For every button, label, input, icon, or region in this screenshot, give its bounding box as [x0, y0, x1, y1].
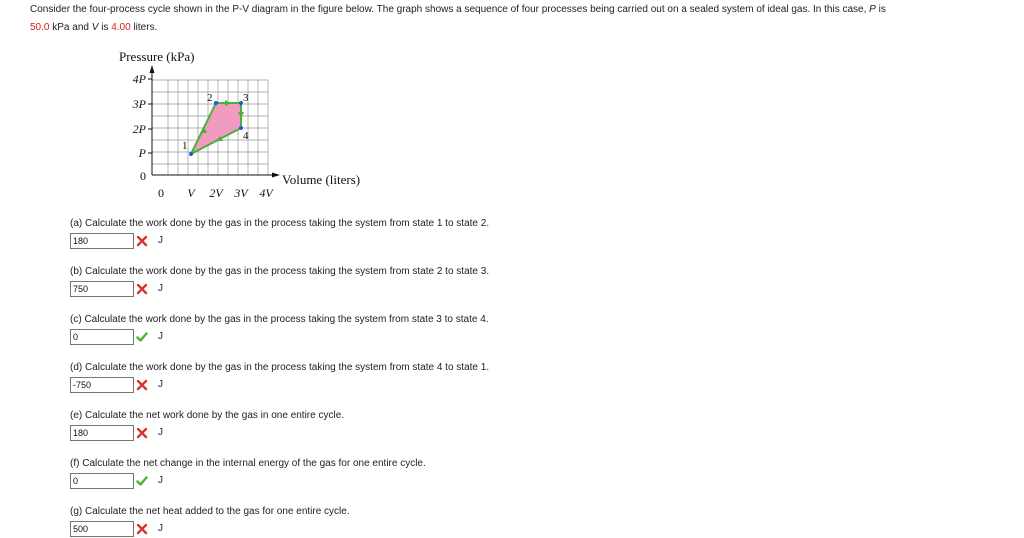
answer-b-input[interactable]: [70, 281, 134, 297]
question-d-text: (d) Calculate the work done by the gas in the process taking the system from state 4 to state 1.: [70, 362, 490, 373]
y-tick-4P: 4P: [132, 72, 146, 86]
x-tick-3V: 3V: [234, 186, 248, 200]
y-tick-P: P: [138, 146, 146, 160]
state-label-4: 4: [243, 130, 249, 142]
unit-f: J: [158, 475, 163, 486]
question-b-text: (b) Calculate the work done by the gas in the process taking the system from state 2 to state 3.: [70, 266, 490, 277]
unit-c: J: [158, 331, 163, 342]
cycle-area: [191, 103, 241, 154]
answer-e-input[interactable]: [70, 425, 134, 441]
question-d: [70, 362, 489, 393]
intro-is: is: [878, 4, 886, 15]
question-g: [70, 506, 350, 537]
question-c-text: (c) Calculate the work done by the gas in the process taking the system from state 3 to state 4.: [70, 314, 489, 325]
question-e-text: (e) Calculate the net work done by the gas in one entire cycle.: [70, 410, 345, 421]
intro-is-2: is: [101, 22, 109, 33]
pv-diagram: [112, 45, 382, 205]
unit-e: J: [158, 427, 163, 438]
question-c: [70, 314, 489, 345]
answer-f-input[interactable]: [70, 473, 134, 489]
incorrect-icon: [136, 523, 148, 535]
x-axis-label: Volume (liters): [282, 172, 361, 187]
y-axis-label: Pressure (kPa): [119, 49, 195, 64]
unit-a: J: [158, 235, 163, 246]
answer-c-input[interactable]: [70, 329, 134, 345]
state-label-1: 1: [182, 140, 188, 152]
answer-d-input[interactable]: [70, 377, 134, 393]
question-a: [70, 218, 489, 249]
pressure-symbol: P: [869, 4, 876, 15]
volume-symbol: V: [91, 22, 99, 33]
problem-intro: [30, 1, 1020, 37]
unit-g: J: [158, 523, 163, 534]
incorrect-icon: [136, 283, 148, 295]
x-tick-0: 0: [158, 186, 164, 200]
incorrect-icon: [136, 235, 148, 247]
pressure-value: 50.0: [30, 22, 50, 33]
y-axis-arrow: [150, 65, 155, 73]
y-tick-3P: 3P: [132, 97, 146, 111]
question-f: [70, 458, 426, 489]
x-axis-arrow: [272, 173, 280, 178]
x-tick-V: V: [187, 186, 195, 200]
correct-icon: [136, 475, 148, 487]
unit-d: J: [158, 379, 163, 390]
incorrect-icon: [136, 427, 148, 439]
incorrect-icon: [136, 379, 148, 391]
y-tick-2P: 2P: [132, 122, 146, 136]
y-tick-0: 0: [140, 169, 146, 183]
question-b: [70, 266, 489, 297]
x-tick-4V: 4V: [259, 186, 273, 200]
question-a-text: (a) Calculate the work done by the gas in the process taking the system from state 1 to state 2.: [70, 218, 490, 229]
x-tick-2V: 2V: [209, 186, 223, 200]
volume-unit: liters.: [133, 22, 158, 33]
question-g-text: (g) Calculate the net heat added to the gas for one entire cycle.: [70, 506, 350, 517]
state-label-2: 2: [207, 92, 213, 104]
question-e: [70, 410, 344, 441]
answer-a-input[interactable]: [70, 233, 134, 249]
correct-icon: [136, 331, 148, 343]
volume-value: 4.00: [111, 22, 131, 33]
intro-text: Consider the four-process cycle shown in the P-V diagram in the figure below. The graph shows a sequence of four processes being carried out on a sealed system of ideal gas. In this case,: [30, 4, 867, 15]
question-f-text: (f) Calculate the net change in the internal energy of the gas for one entire cycle.: [70, 458, 426, 469]
answer-g-input[interactable]: [70, 521, 134, 537]
unit-b: J: [158, 283, 163, 294]
state-label-3: 3: [243, 92, 249, 104]
pressure-unit: kPa and: [52, 22, 89, 33]
